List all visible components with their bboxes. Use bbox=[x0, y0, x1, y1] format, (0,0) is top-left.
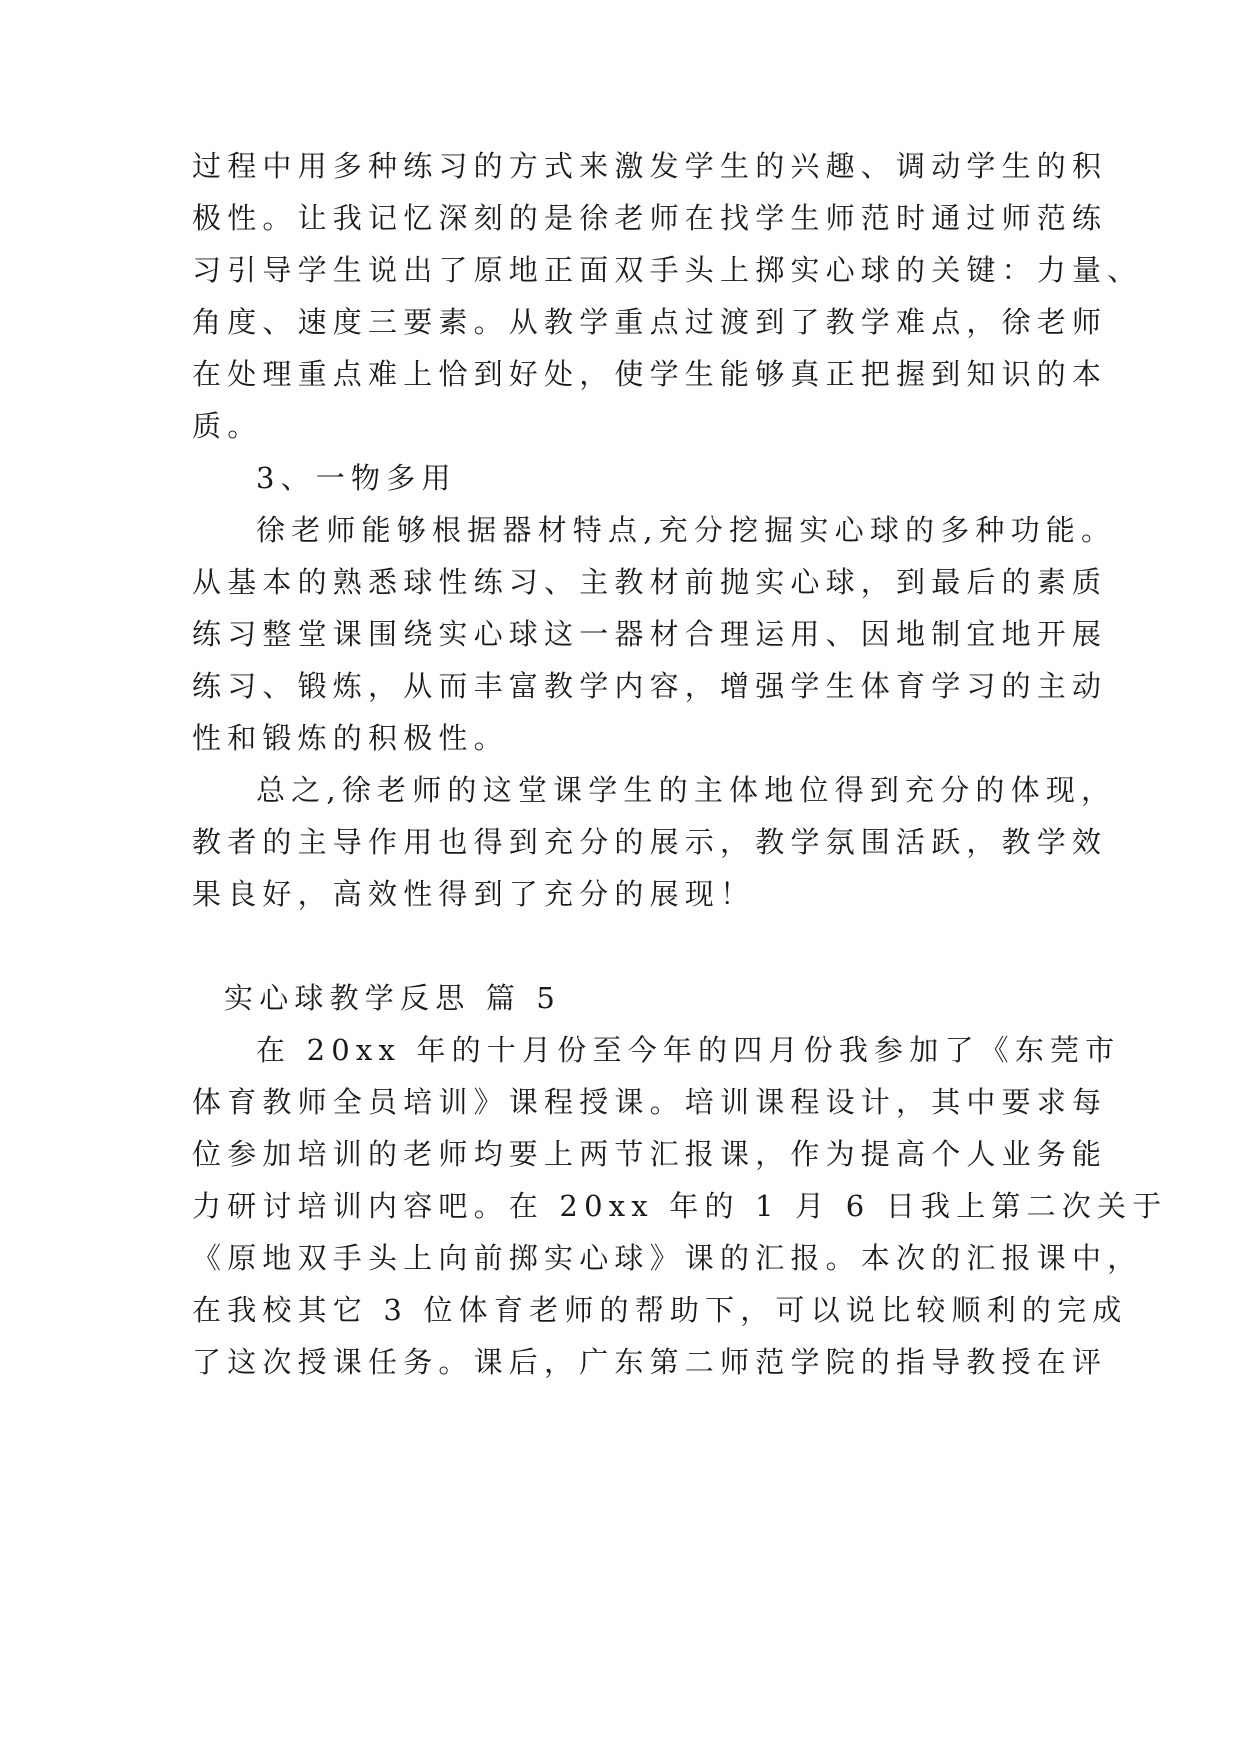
paragraph-line: 练习整堂课围绕实心球这一器材合理运用、因地制宜地开展 bbox=[192, 617, 1108, 651]
paragraph-line: 在我校其它 3 位体育老师的帮助下，可以说比较顺利的完成 bbox=[192, 1293, 1128, 1327]
paragraph-line: 习引导学生说出了原地正面双手头上掷实心球的关键：力量、 bbox=[192, 253, 1143, 287]
paragraph-line: 性和锻炼的积极性。 bbox=[192, 721, 509, 755]
paragraph-line: 力研讨培训内容吧。在 20xx 年的 1 月 6 日我上第二次关于 bbox=[192, 1189, 1168, 1223]
paragraph-line: 果良好，高效性得到了充分的展现！ bbox=[192, 877, 756, 911]
paragraph-line: 《原地双手头上向前掷实心球》课的汇报。本次的汇报课中， bbox=[192, 1241, 1143, 1275]
paragraph-line: 徐老师能够根据器材特点,充分挖掘实心球的多种功能。 bbox=[256, 513, 1117, 547]
paragraph-line: 了这次授课任务。课后，广东第二师范学院的指导教授在评 bbox=[192, 1345, 1108, 1379]
paragraph-line: 总之,徐老师的这堂课学生的主体地位得到充分的体现， bbox=[256, 773, 1117, 807]
paragraph-line: 过程中用多种练习的方式来激发学生的兴趣、调动学生的积 bbox=[192, 149, 1108, 183]
paragraph-line: 质。 bbox=[192, 409, 263, 443]
section-heading: 3、一物多用 bbox=[256, 461, 457, 495]
paragraph-line: 极性。让我记忆深刻的是徐老师在找学生师范时通过师范练 bbox=[192, 201, 1108, 235]
paragraph-line: 角度、速度三要素。从教学重点过渡到了教学难点，徐老师 bbox=[192, 305, 1108, 339]
paragraph-line: 位参加培训的老师均要上两节汇报课，作为提高个人业务能 bbox=[192, 1137, 1108, 1171]
paragraph-line: 练习、锻炼，从而丰富教学内容，增强学生体育学习的主动 bbox=[192, 669, 1108, 703]
paragraph-line: 体育教师全员培训》课程授课。培训课程设计，其中要求每 bbox=[192, 1085, 1108, 1119]
article-title: 实心球教学反思 篇 5 bbox=[224, 981, 562, 1015]
paragraph-line: 教者的主导作用也得到充分的展示，教学氛围活跃，教学效 bbox=[192, 825, 1108, 859]
paragraph-line: 在处理重点难上恰到好处，使学生能够真正把握到知识的本 bbox=[192, 357, 1108, 391]
paragraph-line: 从基本的熟悉球性练习、主教材前抛实心球，到最后的素质 bbox=[192, 565, 1108, 599]
paragraph-line: 在 20xx 年的十月份至今年的四月份我参加了《东莞市 bbox=[256, 1033, 1121, 1067]
